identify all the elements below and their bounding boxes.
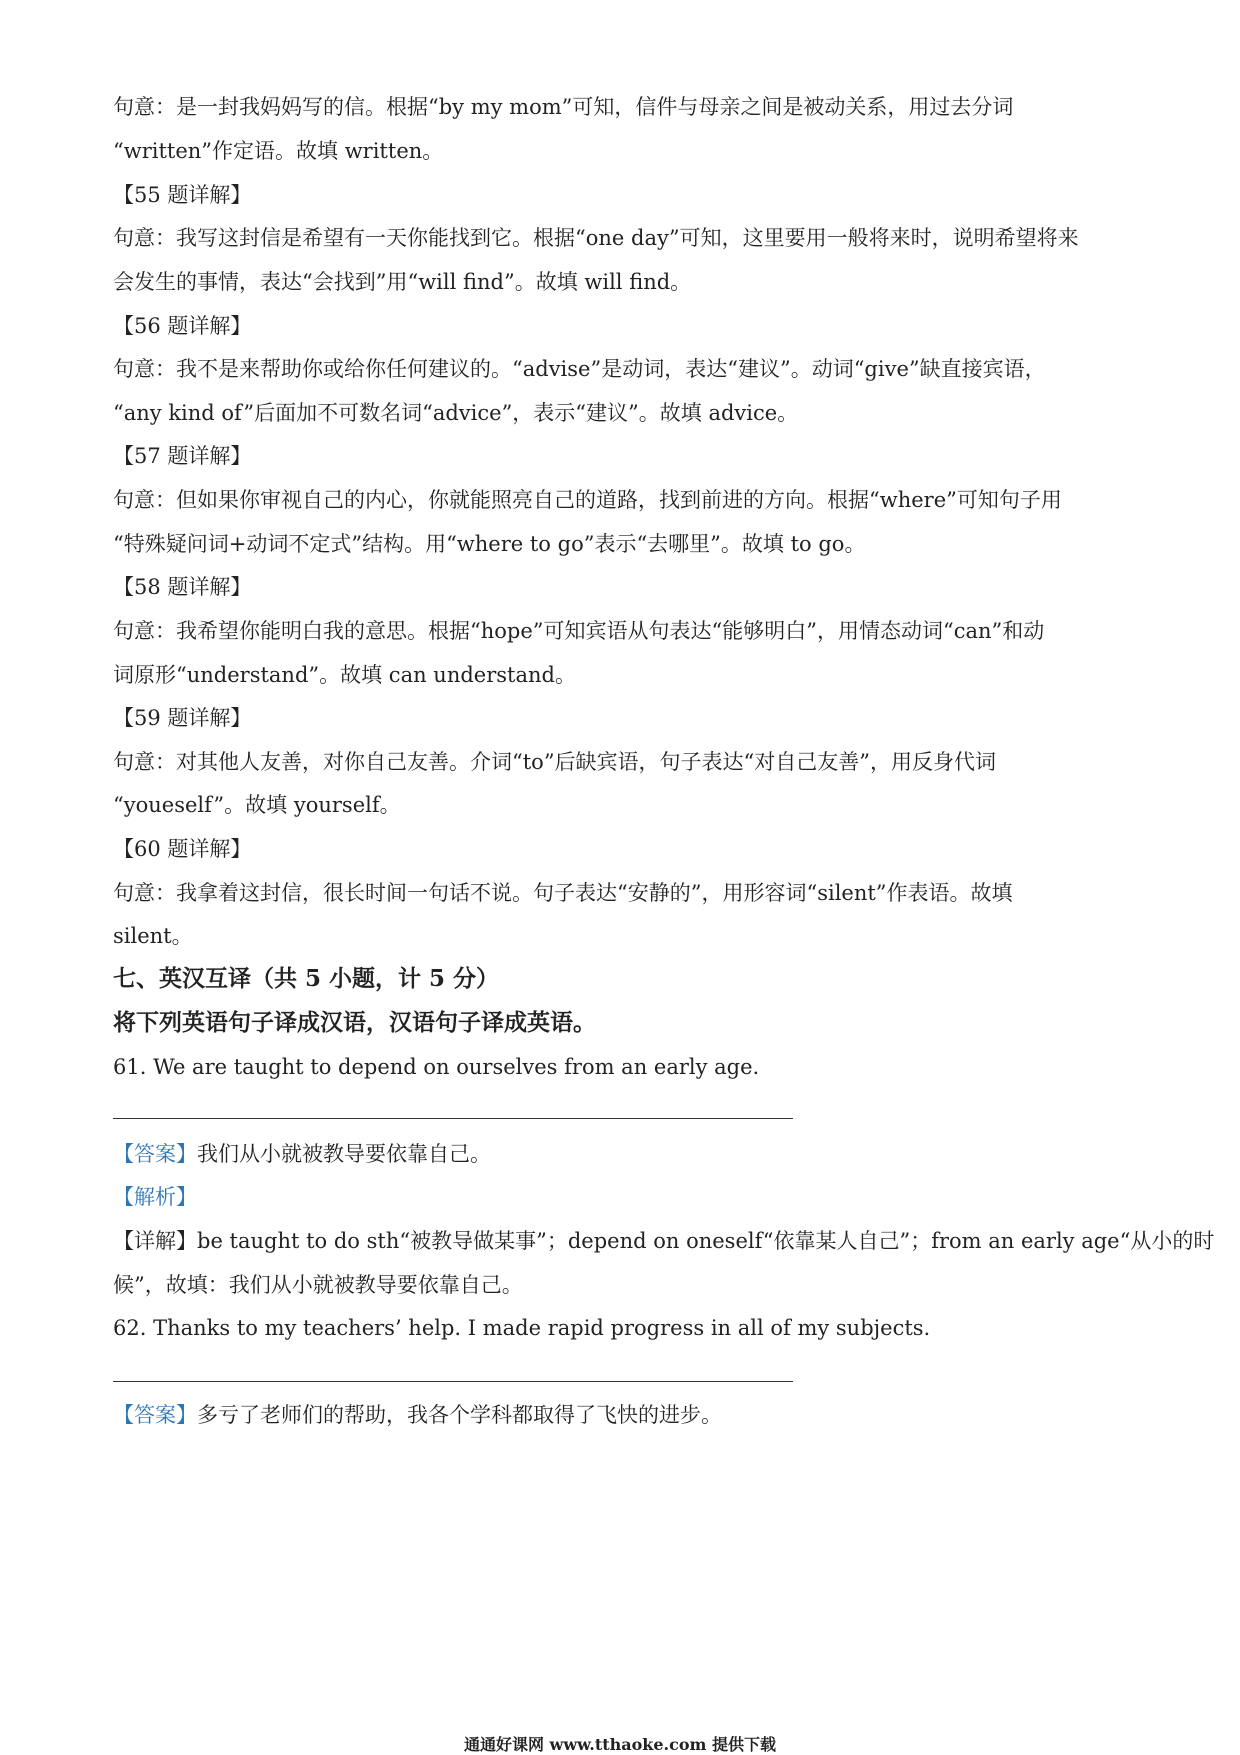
text-line: “any kind of”后面加不可数名词“advice”，表示“建议”。故填 advice。 <box>113 401 799 425</box>
answer-label: 【答案】 <box>113 1142 197 1166</box>
text-line: 句意：我写这封信是希望有一天你能找到它。根据“one day”可知，这里要用一般将来时，说明希望将来 <box>113 226 1079 250</box>
question-heading: 【58 题详解】 <box>113 575 252 599</box>
text-line: 句意：我拿着这封信，很长时间一句话不说。句子表达“安静的”，用形容词“silent”作表语。故填 <box>113 881 1013 905</box>
detail-line: 【详解】be taught to do sth“被教导做某事”；depend on oneself“依靠某人自己”；from an early age“从小的时 <box>113 1229 1215 1253</box>
question-62: 62. Thanks to my teachers’ help. I made rapid progress in all of my subjects. <box>113 1316 931 1340</box>
answer-text: 多亏了老师们的帮助，我各个学科都取得了飞快的进步。 <box>197 1403 722 1427</box>
answer-label: 【答案】 <box>113 1403 197 1427</box>
question-heading: 【60 题详解】 <box>113 837 252 861</box>
section-instruction: 将下列英语句子译成汉语，汉语句子译成英语。 <box>113 1009 596 1036</box>
text-line: “特殊疑问词+动词不定式”结构。用“where to go”表示“去哪里”。故填 to go。 <box>113 532 866 556</box>
answer-61 <box>113 1139 1133 1169</box>
text-line: 句意：对其他人友善，对你自己友善。介词“to”后缺宾语，句子表达“对自己友善”，用反身代词 <box>113 750 997 774</box>
text-line: 句意：但如果你审视自己的内心，你就能照亮自己的道路，找到前进的方向。根据“where”可知句子用 <box>113 488 1062 512</box>
analysis-label: 【解析】 <box>113 1185 197 1209</box>
text-line: 句意：我不是来帮助你或给你任何建议的。“advise”是动词，表达“建议”。动词“give”缺直接宾语， <box>113 357 1046 381</box>
question-heading: 【55 题详解】 <box>113 183 252 207</box>
question-heading: 【57 题详解】 <box>113 444 252 468</box>
answer-line <box>113 1118 793 1119</box>
answer-line <box>113 1381 793 1382</box>
page-footer: 通通好课网 www.tthaoke.com 提供下载 <box>463 1735 777 1754</box>
text-line: “written”作定语。故填 written。 <box>113 139 444 163</box>
text-line: 句意：我希望你能明白我的意思。根据“hope”可知宾语从句表达“能够明白”，用情态动词“can”和动 <box>113 619 1045 643</box>
text-line: 会发生的事情，表达“会找到”用“will find”。故填 will find。 <box>113 270 692 294</box>
text-line: 句意：是一封我妈妈写的信。根据“by my mom”可知，信件与母亲之间是被动关系，用过去分词 <box>113 95 1014 119</box>
question-heading: 【56 题详解】 <box>113 314 252 338</box>
answer-text: 我们从小就被教导要依靠自己。 <box>197 1142 491 1166</box>
answer-62 <box>113 1400 1133 1430</box>
text-line: 词原形“understand”。故填 can understand。 <box>113 663 576 687</box>
detail-line: 候”，故填：我们从小就被教导要依靠自己。 <box>113 1273 523 1297</box>
question-61: 61. We are taught to depend on ourselves from an early age. <box>113 1055 760 1079</box>
text-line: silent。 <box>113 924 193 948</box>
text-line: “youeself”。故填 yourself。 <box>113 793 401 817</box>
section-title: 七、英汉互译（共 5 小题，计 5 分） <box>113 965 500 992</box>
question-heading: 【59 题详解】 <box>113 706 252 730</box>
